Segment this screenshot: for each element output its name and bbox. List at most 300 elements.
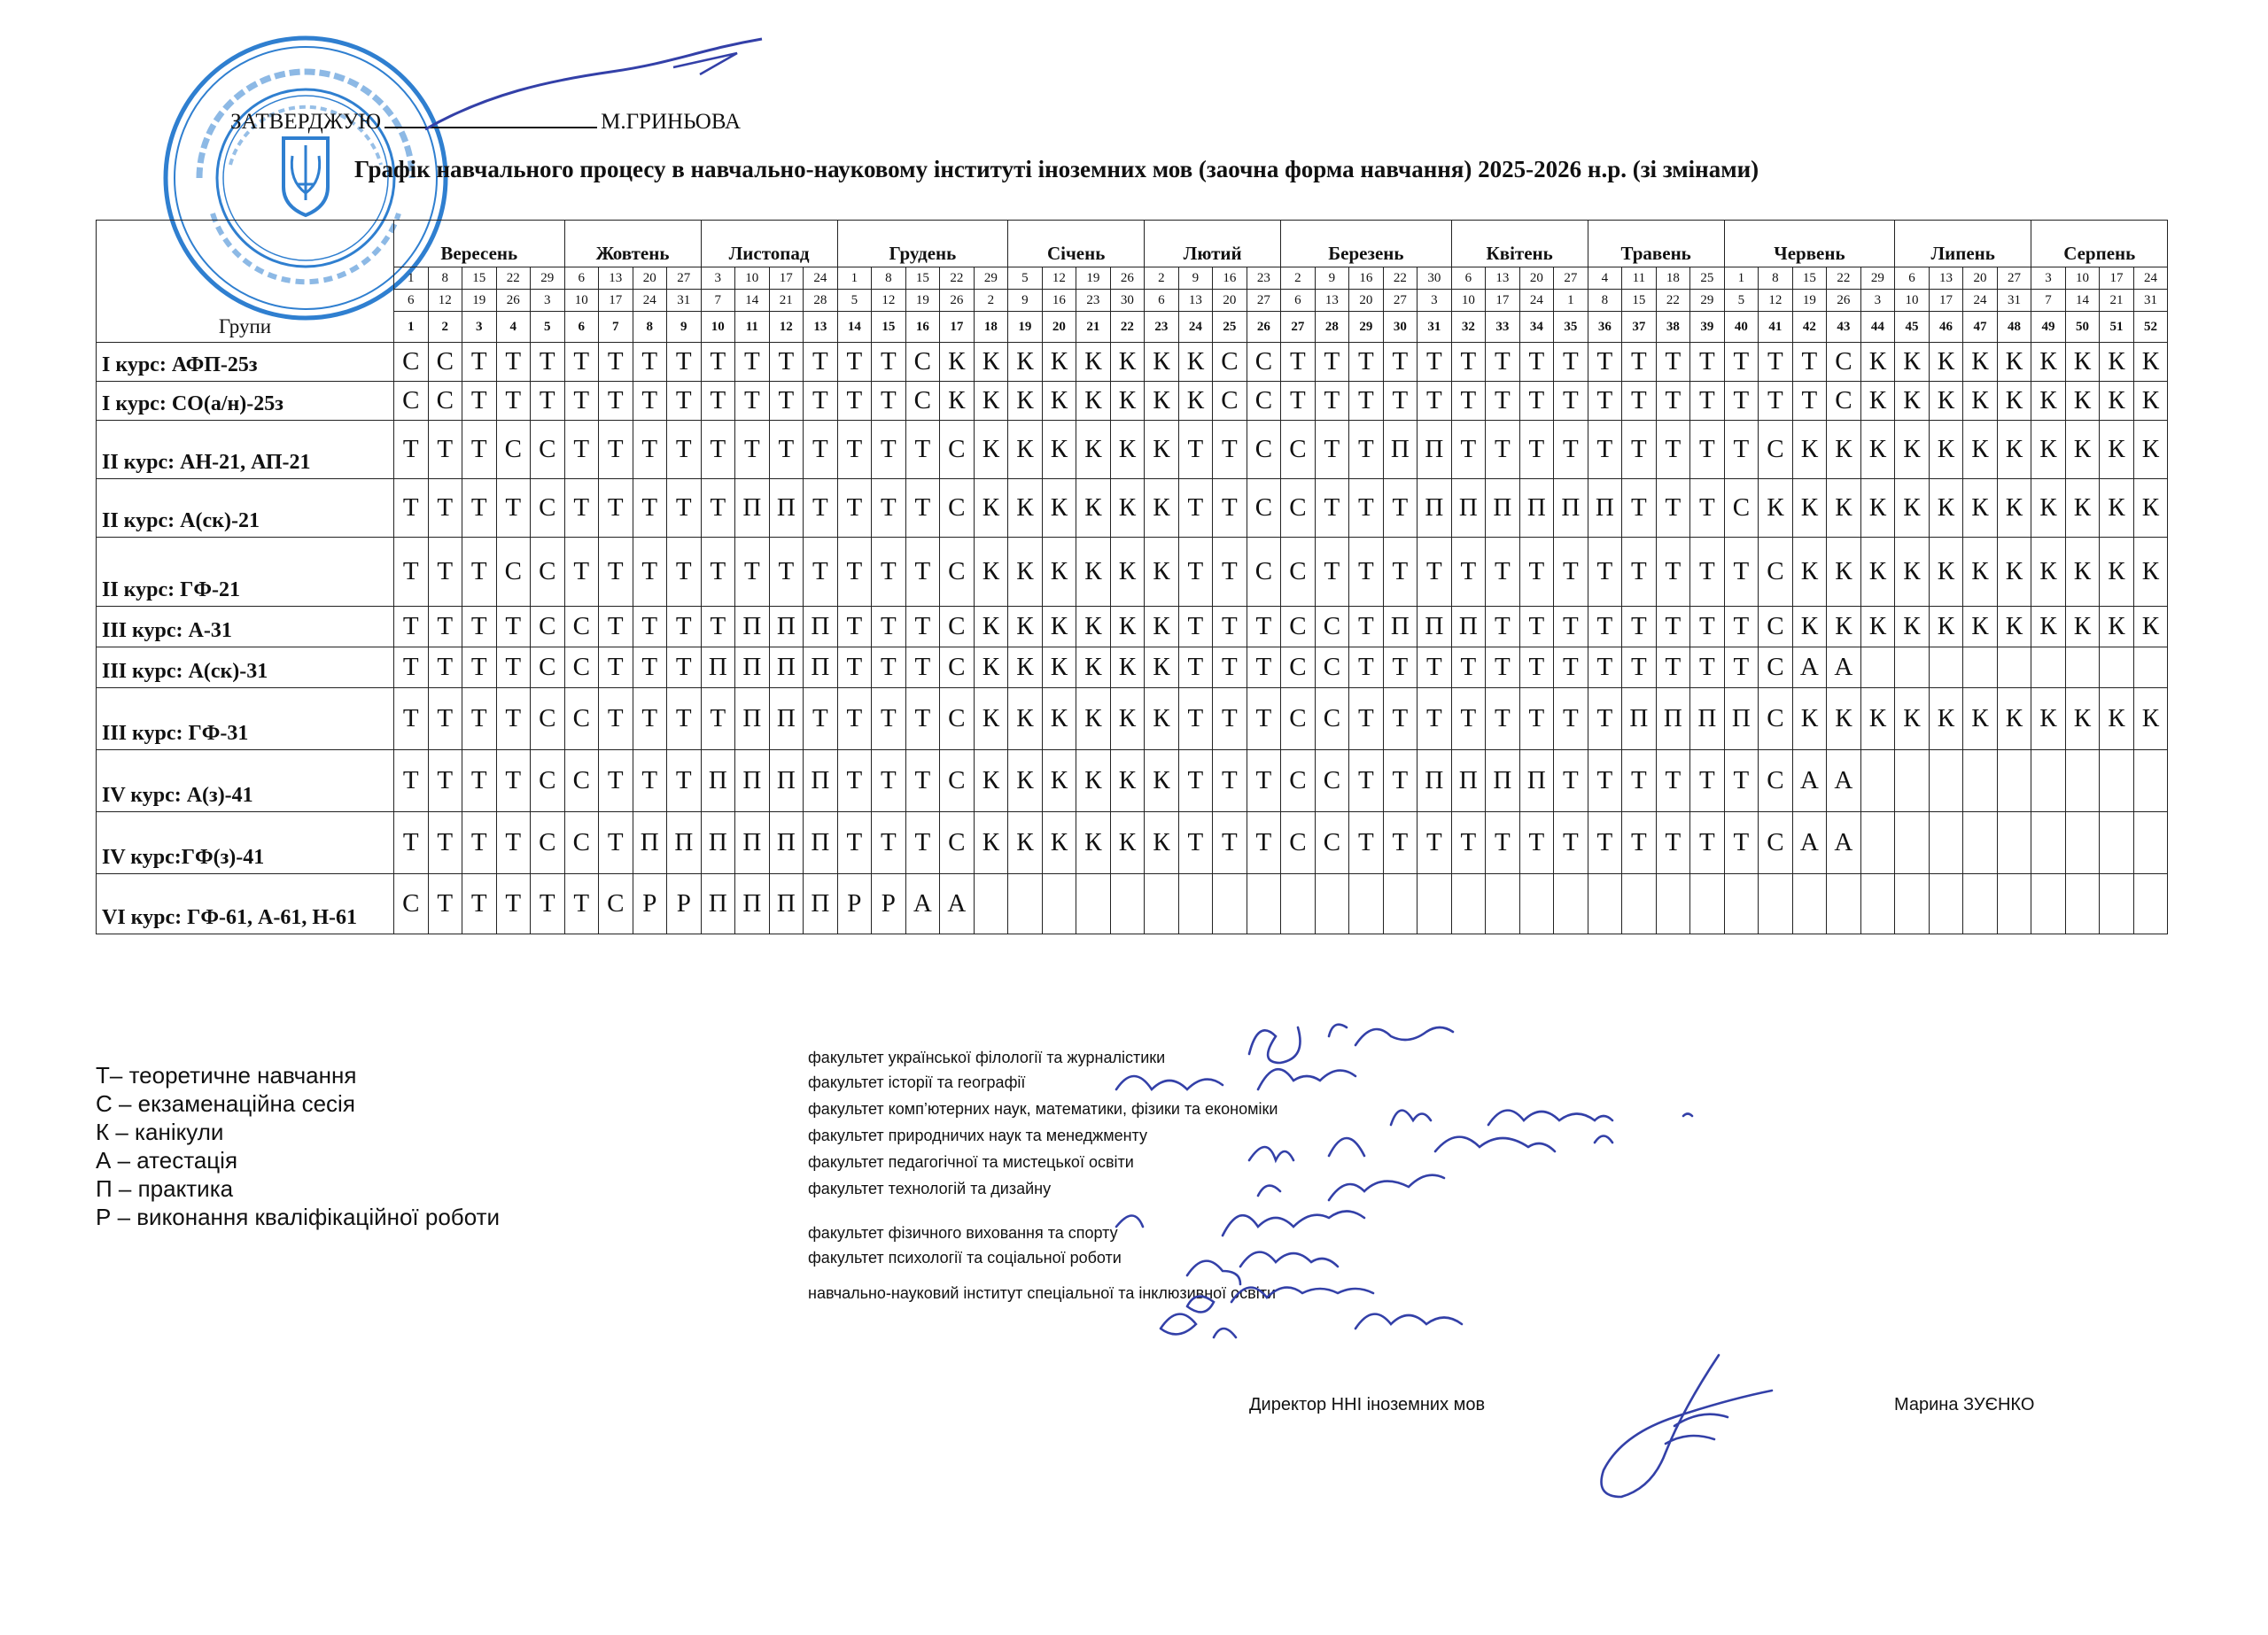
schedule-cell: Т <box>1622 343 1657 382</box>
schedule-cell: Т <box>804 688 838 750</box>
week-end-date: 19 <box>1792 290 1827 312</box>
month-header: Квітень <box>1451 221 1588 267</box>
group-name: ІІІ курс: А-31 <box>97 607 394 647</box>
schedule-cell: К <box>1145 812 1179 874</box>
schedule-cell: Т <box>1281 343 1316 382</box>
schedule-cell: Т <box>394 479 429 538</box>
schedule-cell: К <box>1963 607 1998 647</box>
group-name: IV курс:ГФ(з)-41 <box>97 812 394 874</box>
schedule-row <box>97 382 2168 421</box>
schedule-cell: Т <box>462 750 497 812</box>
schedule-cell: К <box>2065 479 2100 538</box>
schedule-cell <box>1008 874 1043 934</box>
schedule-cell: К <box>1076 647 1111 688</box>
schedule-cell <box>1656 874 1690 934</box>
schedule-cell: Т <box>1315 538 1349 607</box>
legend-item: А – атестація <box>96 1147 238 1174</box>
schedule-cell: Т <box>1486 812 1520 874</box>
schedule-cell: Т <box>1690 750 1725 812</box>
week-start-date: 18 <box>1656 267 1690 290</box>
schedule-cell: Т <box>1554 421 1588 479</box>
week-number: 15 <box>872 312 906 343</box>
schedule-cell: Т <box>428 688 462 750</box>
schedule-cell: К <box>1997 382 2031 421</box>
schedule-cell: Т <box>1315 343 1349 382</box>
schedule-cell: К <box>1008 479 1043 538</box>
schedule-cell: К <box>1895 479 1930 538</box>
schedule-cell: Т <box>1656 812 1690 874</box>
legend-item: П – практика <box>96 1175 234 1202</box>
schedule-cell <box>1690 874 1725 934</box>
schedule-cell: П <box>1690 688 1725 750</box>
week-start-row <box>97 267 2168 290</box>
schedule-cell: Т <box>428 647 462 688</box>
schedule-cell: К <box>1997 479 2031 538</box>
schedule-cell: С <box>1213 343 1247 382</box>
schedule-cell: Т <box>1213 421 1247 479</box>
week-number: 36 <box>1588 312 1622 343</box>
schedule-cell: Т <box>564 479 599 538</box>
schedule-cell: К <box>1178 343 1213 382</box>
schedule-cell: Т <box>905 750 940 812</box>
schedule-cell: Т <box>462 421 497 479</box>
schedule-cell: Т <box>1588 750 1622 812</box>
schedule-cell: Т <box>1418 688 1452 750</box>
schedule-cell: Т <box>837 688 872 750</box>
week-number: 50 <box>2065 312 2100 343</box>
schedule-cell: П <box>1451 479 1486 538</box>
schedule-cell: Т <box>1656 479 1690 538</box>
week-end-date: 10 <box>564 290 599 312</box>
week-number: 48 <box>1997 312 2031 343</box>
schedule-cell <box>2100 812 2134 874</box>
schedule-cell: Т <box>1451 382 1486 421</box>
schedule-cell: А <box>1792 812 1827 874</box>
schedule-cell: К <box>2133 421 2168 479</box>
week-start-date: 12 <box>1042 267 1076 290</box>
schedule-cell: Т <box>1759 343 1793 382</box>
schedule-cell: К <box>1042 812 1076 874</box>
schedule-cell: Р <box>872 874 906 934</box>
week-end-date: 8 <box>1588 290 1622 312</box>
schedule-cell: С <box>1315 647 1349 688</box>
schedule-cell: Т <box>599 647 633 688</box>
schedule-cell <box>1929 874 1963 934</box>
schedule-cell <box>2100 750 2134 812</box>
schedule-cell: К <box>1042 647 1076 688</box>
week-end-date: 13 <box>1315 290 1349 312</box>
schedule-cell <box>1963 874 1998 934</box>
schedule-cell: Т <box>564 343 599 382</box>
schedule-cell: Т <box>1554 538 1588 607</box>
schedule-cell <box>2133 812 2168 874</box>
schedule-cell <box>974 874 1008 934</box>
schedule-cell: К <box>2065 343 2100 382</box>
schedule-cell: Т <box>1519 538 1554 607</box>
schedule-cell: Т <box>1247 647 1281 688</box>
schedule-cell: Т <box>1519 343 1554 382</box>
schedule-cell: Т <box>1178 479 1213 538</box>
schedule-cell: П <box>735 750 770 812</box>
schedule-cell: Т <box>667 479 702 538</box>
schedule-cell: К <box>1792 479 1827 538</box>
faculty-item: факультет історії та географії <box>808 1073 1026 1091</box>
week-start-date: 11 <box>1622 267 1657 290</box>
week-start-date: 22 <box>496 267 531 290</box>
week-start-date: 8 <box>872 267 906 290</box>
schedule-cell: С <box>1281 688 1316 750</box>
schedule-cell: Т <box>1486 688 1520 750</box>
schedule-cell: Т <box>1486 538 1520 607</box>
schedule-cell: Т <box>1383 750 1418 812</box>
week-start-date: 16 <box>1213 267 1247 290</box>
month-header: Липень <box>1895 221 2031 267</box>
schedule-cell: К <box>1076 607 1111 647</box>
week-number: 35 <box>1554 312 1588 343</box>
schedule-cell: Т <box>1178 421 1213 479</box>
schedule-cell: С <box>1281 421 1316 479</box>
legend-item: К – канікули <box>96 1119 224 1145</box>
schedule-cell: С <box>1724 479 1759 538</box>
schedule-cell: К <box>1008 647 1043 688</box>
schedule-cell: К <box>1997 607 2031 647</box>
schedule-cell: П <box>667 812 702 874</box>
week-end-date: 21 <box>2100 290 2134 312</box>
schedule-cell: Т <box>1759 382 1793 421</box>
schedule-cell: Т <box>837 607 872 647</box>
schedule-cell: Т <box>394 750 429 812</box>
schedule-cell: С <box>940 607 975 647</box>
schedule-cell: Т <box>1554 688 1588 750</box>
schedule-cell: К <box>1929 688 1963 750</box>
week-end-date: 16 <box>1042 290 1076 312</box>
week-end-date: 31 <box>667 290 702 312</box>
schedule-cell: П <box>735 647 770 688</box>
schedule-cell: К <box>1110 750 1145 812</box>
legend-item: С – екзаменаційна сесія <box>96 1090 355 1117</box>
schedule-cell: Т <box>1383 343 1418 382</box>
faculty-item: навчально-науковий інститут спеціальної та інклюзивної освіти <box>808 1284 1277 1302</box>
schedule-cell: Т <box>667 382 702 421</box>
schedule-cell: К <box>1008 538 1043 607</box>
schedule-cell: С <box>394 874 429 934</box>
week-start-date: 30 <box>1418 267 1452 290</box>
schedule-cell: Т <box>599 607 633 647</box>
schedule-cell <box>1281 874 1316 934</box>
schedule-cell: Т <box>599 382 633 421</box>
week-number: 52 <box>2133 312 2168 343</box>
schedule-cell <box>1929 812 1963 874</box>
week-start-date: 19 <box>1076 267 1111 290</box>
faculty-item: факультет української філології та журналістики <box>808 1049 1166 1066</box>
schedule-cell: А <box>1827 647 1861 688</box>
schedule-cell: П <box>735 688 770 750</box>
schedule-cell: А <box>1792 647 1827 688</box>
schedule-cell: К <box>2133 538 2168 607</box>
schedule-cell: Т <box>599 479 633 538</box>
schedule-cell: П <box>804 874 838 934</box>
schedule-cell: Т <box>1383 479 1418 538</box>
schedule-cell: Т <box>1451 647 1486 688</box>
schedule-cell: Т <box>1418 343 1452 382</box>
schedule-cell: К <box>1145 343 1179 382</box>
schedule-cell: Т <box>394 647 429 688</box>
week-end-row <box>97 290 2168 312</box>
schedule-cell: К <box>1997 343 2031 382</box>
schedule-cell: К <box>2031 382 2066 421</box>
schedule-cell: Т <box>1690 479 1725 538</box>
schedule-cell: Т <box>1418 382 1452 421</box>
schedule-cell: К <box>1895 343 1930 382</box>
schedule-cell: С <box>1759 647 1793 688</box>
schedule-cell: К <box>2133 382 2168 421</box>
schedule-cell: Т <box>735 382 770 421</box>
schedule-cell: Т <box>1656 421 1690 479</box>
schedule-cell <box>1145 874 1179 934</box>
schedule-cell: С <box>428 382 462 421</box>
week-number: 51 <box>2100 312 2134 343</box>
week-end-date: 22 <box>1656 290 1690 312</box>
week-number: 11 <box>735 312 770 343</box>
schedule-cell: Т <box>1486 382 1520 421</box>
schedule-cell: П <box>1418 750 1452 812</box>
schedule-cell: К <box>940 343 975 382</box>
week-start-date: 29 <box>1860 267 1895 290</box>
schedule-cell: Т <box>496 343 531 382</box>
schedule-cell: С <box>940 750 975 812</box>
week-number: 14 <box>837 312 872 343</box>
week-number: 37 <box>1622 312 1657 343</box>
schedule-cell: Т <box>769 382 804 421</box>
schedule-cell: Т <box>1792 382 1827 421</box>
schedule-cell <box>2133 750 2168 812</box>
schedule-cell: П <box>1519 750 1554 812</box>
schedule-cell: П <box>804 812 838 874</box>
week-end-date: 6 <box>394 290 429 312</box>
schedule-row <box>97 607 2168 647</box>
schedule-cell: К <box>1929 538 1963 607</box>
schedule-cell: Т <box>804 479 838 538</box>
week-end-date: 21 <box>769 290 804 312</box>
week-number: 47 <box>1963 312 1998 343</box>
schedule-cell: Т <box>905 607 940 647</box>
schedule-cell: Т <box>428 812 462 874</box>
schedule-cell: К <box>1827 421 1861 479</box>
schedule-cell: С <box>940 421 975 479</box>
schedule-cell: К <box>1860 538 1895 607</box>
week-number: 38 <box>1656 312 1690 343</box>
schedule-cell: К <box>2100 343 2134 382</box>
schedule-cell: Т <box>599 812 633 874</box>
week-start-date: 25 <box>1690 267 1725 290</box>
week-number: 2 <box>428 312 462 343</box>
week-end-date: 29 <box>1690 290 1725 312</box>
schedule-cell: К <box>1042 421 1076 479</box>
schedule-cell: Т <box>1724 421 1759 479</box>
schedule-cell: Т <box>428 538 462 607</box>
schedule-cell: Т <box>1622 750 1657 812</box>
week-end-date: 3 <box>531 290 565 312</box>
schedule-cell: С <box>1759 607 1793 647</box>
schedule-cell: Т <box>564 874 599 934</box>
schedule-cell: К <box>1792 688 1827 750</box>
schedule-cell: К <box>2031 479 2066 538</box>
schedule-cell: Т <box>1349 343 1384 382</box>
schedule-cell: Т <box>633 647 667 688</box>
schedule-cell: Т <box>1656 750 1690 812</box>
week-number: 9 <box>667 312 702 343</box>
schedule-cell: К <box>1963 382 1998 421</box>
faculty-item: факультет комп’ютерних наук, математики, фізики та економіки <box>808 1100 1278 1118</box>
group-name: І курс: СО(а/н)-25з <box>97 382 394 421</box>
schedule-cell: П <box>1418 479 1452 538</box>
schedule-row <box>97 750 2168 812</box>
schedule-cell: Т <box>1178 812 1213 874</box>
schedule-cell: Т <box>1724 538 1759 607</box>
group-name: ІІІ курс: А(ск)-31 <box>97 647 394 688</box>
schedule-cell: К <box>1929 607 1963 647</box>
schedule-cell: К <box>1145 688 1179 750</box>
schedule-cell: П <box>735 874 770 934</box>
schedule-cell: Т <box>1178 750 1213 812</box>
schedule-cell <box>1997 874 2031 934</box>
schedule-cell: Т <box>667 607 702 647</box>
schedule-cell: К <box>1827 479 1861 538</box>
schedule-cell: Т <box>1486 421 1520 479</box>
director-title: Директор ННІ іноземних мов <box>1249 1395 1486 1414</box>
schedule-cell: К <box>1110 647 1145 688</box>
group-name: VІ курс: ГФ-61, А-61, Н-61 <box>97 874 394 934</box>
schedule-cell: Т <box>1724 750 1759 812</box>
week-number: 33 <box>1486 312 1520 343</box>
schedule-cell: С <box>940 538 975 607</box>
schedule-cell: Т <box>1588 688 1622 750</box>
schedule-cell: С <box>1213 382 1247 421</box>
schedule-cell: С <box>1759 812 1793 874</box>
schedule-cell: К <box>1076 382 1111 421</box>
schedule-cell: Т <box>872 750 906 812</box>
week-end-date: 10 <box>1895 290 1930 312</box>
schedule-cell: К <box>1076 479 1111 538</box>
schedule-cell: С <box>1247 382 1281 421</box>
schedule-cell: Т <box>1247 812 1281 874</box>
schedule-cell: Т <box>735 343 770 382</box>
schedule-cell: К <box>1792 538 1827 607</box>
week-start-date: 8 <box>428 267 462 290</box>
schedule-cell: Т <box>462 343 497 382</box>
schedule-cell <box>2133 647 2168 688</box>
schedule-cell: К <box>1076 421 1111 479</box>
schedule-cell: Т <box>394 688 429 750</box>
schedule-cell: К <box>2133 607 2168 647</box>
schedule-cell: Т <box>1178 607 1213 647</box>
schedule-cell: С <box>905 343 940 382</box>
schedule-cell: К <box>1042 479 1076 538</box>
schedule-cell <box>1588 874 1622 934</box>
schedule-cell <box>1792 874 1827 934</box>
schedule-cell: Т <box>905 421 940 479</box>
schedule-cell: Т <box>872 382 906 421</box>
schedule-cell: К <box>1997 421 2031 479</box>
week-number: 21 <box>1076 312 1111 343</box>
schedule-cell: Т <box>905 538 940 607</box>
week-number: 7 <box>599 312 633 343</box>
schedule-cell: Т <box>701 607 735 647</box>
schedule-cell: К <box>940 382 975 421</box>
schedule-cell: Т <box>531 382 565 421</box>
schedule-cell: К <box>1860 607 1895 647</box>
schedule-cell: К <box>1076 812 1111 874</box>
week-end-date: 17 <box>1929 290 1963 312</box>
week-start-date: 3 <box>701 267 735 290</box>
schedule-cell: П <box>1486 479 1520 538</box>
schedule-cell: Т <box>1213 812 1247 874</box>
schedule-row <box>97 874 2168 934</box>
schedule-cell: Т <box>1622 382 1657 421</box>
faculty-item: факультет природничих наук та менеджменту <box>808 1127 1147 1144</box>
week-start-date: 10 <box>2065 267 2100 290</box>
schedule-cell <box>2031 750 2066 812</box>
schedule-cell: Т <box>1349 750 1384 812</box>
schedule-cell: К <box>1042 343 1076 382</box>
week-end-date: 14 <box>735 290 770 312</box>
schedule-cell: Т <box>1554 382 1588 421</box>
groups-header: Групи <box>97 221 394 343</box>
schedule-cell <box>1554 874 1588 934</box>
schedule-cell <box>2031 647 2066 688</box>
week-number: 3 <box>462 312 497 343</box>
week-number: 27 <box>1281 312 1316 343</box>
schedule-cell: К <box>1895 688 1930 750</box>
legend <box>96 1061 500 1231</box>
week-start-date: 5 <box>1008 267 1043 290</box>
schedule-cell: Т <box>1656 647 1690 688</box>
schedule-cell: К <box>974 343 1008 382</box>
schedule-cell: К <box>1860 479 1895 538</box>
legend-item: Т– теоретичне навчання <box>96 1062 357 1089</box>
schedule-cell: Т <box>872 538 906 607</box>
week-end-date: 27 <box>1247 290 1281 312</box>
schedule-cell: Т <box>872 688 906 750</box>
schedule-cell: Т <box>1690 421 1725 479</box>
schedule-cell: С <box>599 874 633 934</box>
schedule-cell: Т <box>1690 647 1725 688</box>
schedule-cell: П <box>701 750 735 812</box>
week-start-date: 29 <box>531 267 565 290</box>
schedule-cell: Т <box>462 812 497 874</box>
schedule-cell: С <box>1247 343 1281 382</box>
week-start-date: 9 <box>1178 267 1213 290</box>
schedule-cell <box>1860 812 1895 874</box>
schedule-cell: Т <box>1213 538 1247 607</box>
schedule-cell <box>1418 874 1452 934</box>
document-title: Графік навчального процесу в навчально-науковому інституті іноземних мов (заочна форма навчання) 2025-2026 н.р. (зі змінами) <box>354 156 1759 182</box>
schedule-cell: Т <box>1213 479 1247 538</box>
schedule-cell: Т <box>462 874 497 934</box>
week-number: 29 <box>1349 312 1384 343</box>
schedule-cell: Т <box>769 343 804 382</box>
schedule-cell: Т <box>564 382 599 421</box>
week-number: 25 <box>1213 312 1247 343</box>
schedule-cell: П <box>701 812 735 874</box>
week-start-date: 2 <box>1281 267 1316 290</box>
week-end-date: 3 <box>1860 290 1895 312</box>
schedule-cell: С <box>1281 607 1316 647</box>
schedule-cell: Т <box>804 382 838 421</box>
week-end-date: 24 <box>1519 290 1554 312</box>
schedule-cell: С <box>905 382 940 421</box>
schedule-cell: Т <box>1213 750 1247 812</box>
